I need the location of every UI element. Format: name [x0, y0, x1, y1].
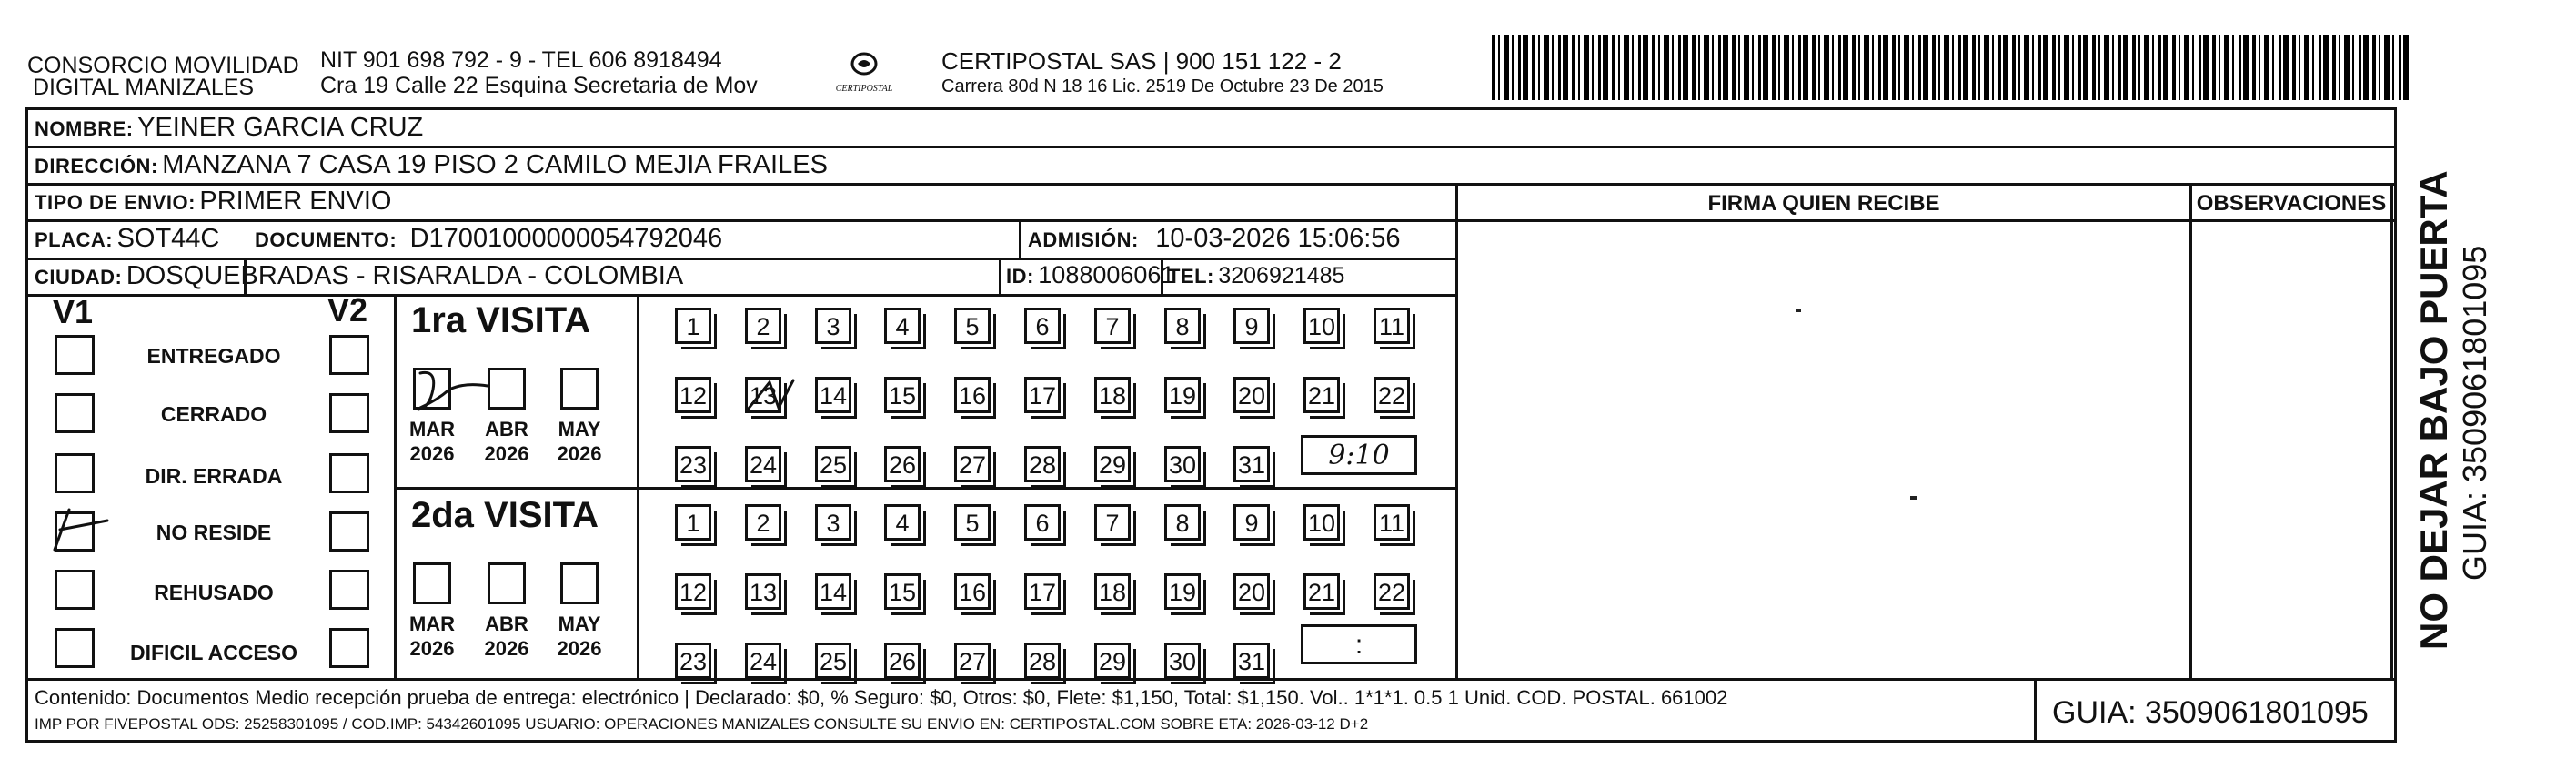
status-label-entregado: ENTREGADO [146, 344, 281, 368]
footer-contents: Contenido: Documentos Medio recepción prueba de entrega: electrónico | Declarado: $0, % Seguro: $0, Otros: $0, Flete: $1,150, Total: $1,150. Vol.. 1*1*1. 0.5 1 Unid. COD. POSTAL. 661002 [35, 686, 1728, 709]
visit1-day-31[interactable]: 31 [1233, 446, 1270, 482]
visit2-day-5[interactable]: 5 [954, 504, 991, 541]
visit2-day-12[interactable]: 12 [675, 573, 711, 610]
id-label: ID: [1006, 265, 1034, 288]
documento-row [255, 224, 722, 254]
visit2-day-14[interactable]: 14 [815, 573, 851, 610]
visit1-day-23[interactable]: 23 [675, 446, 711, 482]
visit2-day-17[interactable]: 17 [1024, 573, 1061, 610]
tipo-value: PRIMER ENVIO [199, 187, 392, 216]
visit2-day-30[interactable]: 30 [1164, 643, 1201, 679]
visit1-day-7[interactable]: 7 [1094, 308, 1131, 344]
row-divider [25, 146, 2397, 148]
visit2-day-18[interactable]: 18 [1094, 573, 1131, 610]
visit2-month-label-mar: MAR 2026 [408, 612, 456, 660]
visit1-day-2[interactable]: 2 [745, 308, 781, 344]
logo-text: CERTIPOSTAL [835, 84, 893, 94]
visit2-day-24[interactable]: 24 [745, 643, 781, 679]
visit2-day-11[interactable]: 11 [1374, 504, 1410, 541]
visit2-day-16[interactable]: 16 [954, 573, 991, 610]
visit2-day-21[interactable]: 21 [1303, 573, 1340, 610]
footer-print-info: IMP POR FIVEPOSTAL ODS: 25258301095 / COD.IMP: 54342601095 USUARIO: OPERACIONES MANIZALES CONSULTE SU ENVIO EN: CERTIPOSTAL.COM SOBRE ETA: 2026-03-12 D+2 [35, 715, 1369, 733]
visit2-day-25[interactable]: 25 [815, 643, 851, 679]
visit2-day-31[interactable]: 31 [1233, 643, 1270, 679]
visit1-day-26[interactable]: 26 [884, 446, 921, 482]
visit2-day-28[interactable]: 28 [1024, 643, 1061, 679]
handwritten-day-mark [742, 373, 797, 419]
visit2-month-box-abr[interactable] [488, 562, 526, 604]
visit2-day-26[interactable]: 26 [884, 643, 921, 679]
v2-checkbox-dir-errada[interactable] [329, 453, 369, 493]
footer-divider [25, 678, 2397, 681]
placa-label: PLACA: [35, 228, 114, 251]
visit1-day-20[interactable]: 20 [1233, 377, 1270, 413]
side-guia: GUIA: 3509061801095 [2456, 245, 2493, 581]
visit1-month-box-may[interactable] [560, 368, 599, 410]
tel-value: 3206921485 [1218, 263, 1345, 288]
visit1-day-19[interactable]: 19 [1164, 377, 1201, 413]
ciudad-row [35, 261, 683, 291]
col-divider [2189, 183, 2192, 679]
company-name-line1: CONSORCIO MOVILIDAD [27, 53, 299, 78]
visit1-day-11[interactable]: 11 [1374, 308, 1410, 344]
barcode [1492, 35, 2410, 100]
observaciones-header: OBSERVACIONES [2196, 191, 2387, 216]
tipo-row [35, 187, 391, 217]
direccion-row [35, 150, 828, 180]
visit1-day-22[interactable]: 22 [1374, 377, 1410, 413]
visit2-day-13[interactable]: 13 [745, 573, 781, 610]
visit1-time[interactable]: 9:10 [1301, 435, 1417, 475]
stray-mark [1910, 496, 1917, 500]
company-name-line2: DIGITAL MANIZALES [33, 75, 255, 100]
visit1-day-1[interactable]: 1 [675, 308, 711, 344]
admision-value: 10-03-2026 15:06:56 [1155, 224, 1401, 253]
col-divider [2390, 183, 2393, 679]
visit2-day-2[interactable]: 2 [745, 504, 781, 541]
visit1-day-3[interactable]: 3 [815, 308, 851, 344]
visit1-month-label-mar: MAR 2026 [408, 418, 456, 465]
v2-checkbox-cerrado[interactable] [329, 393, 369, 433]
v1-checkbox-rehusado[interactable] [55, 570, 95, 610]
visit2-day-9[interactable]: 9 [1233, 504, 1270, 541]
placa-value: SOT44C [116, 224, 220, 253]
visit1-day-25[interactable]: 25 [815, 446, 851, 482]
visit1-day-6[interactable]: 6 [1024, 308, 1061, 344]
visit2-title: 2da VISITA [411, 495, 599, 535]
v1-checkbox-dificil-acceso[interactable] [55, 628, 95, 668]
documento-value: D17001000000054792046 [409, 224, 723, 253]
visit2-day-8[interactable]: 8 [1164, 504, 1201, 541]
visit1-day-16[interactable]: 16 [954, 377, 991, 413]
visit2-day-27[interactable]: 27 [954, 643, 991, 679]
visit2-time[interactable]: : [1301, 624, 1417, 664]
visit2-day-3[interactable]: 3 [815, 504, 851, 541]
status-label-dificil-acceso: DIFICIL ACCESO [129, 641, 297, 664]
stray-mark [1796, 309, 1801, 312]
visit1-day-21[interactable]: 21 [1303, 377, 1340, 413]
visit2-day-19[interactable]: 19 [1164, 573, 1201, 610]
tipo-label: TIPO DE ENVIO: [35, 191, 196, 214]
v2-header: V2 [327, 291, 368, 329]
visit2-day-23[interactable]: 23 [675, 643, 711, 679]
visit2-day-6[interactable]: 6 [1024, 504, 1061, 541]
visit1-month-box-abr[interactable] [488, 368, 526, 410]
documento-label: DOCUMENTO: [255, 228, 397, 251]
certipostal-logo [828, 46, 901, 100]
row-divider [1455, 219, 2397, 222]
v1-header: V1 [53, 293, 94, 330]
visit1-day-9[interactable]: 9 [1233, 308, 1270, 344]
row-divider [25, 219, 1458, 222]
visit-divider [397, 487, 1458, 490]
nombre-label: NOMBRE: [35, 117, 134, 140]
ciudad-label: CIUDAD: [35, 266, 123, 288]
col-divider [394, 294, 397, 678]
visit1-day-4[interactable]: 4 [884, 308, 921, 344]
visit2-day-1[interactable]: 1 [675, 504, 711, 541]
col-divider [999, 258, 1001, 294]
side-warning: NO DEJAR BAJO PUERTA [2412, 170, 2455, 650]
visit2-month-label-abr: ABR 2026 [484, 612, 529, 660]
col-divider [637, 294, 639, 678]
visit1-title: 1ra VISITA [411, 300, 591, 340]
footer-guia: GUIA: 3509061801095 [2052, 695, 2369, 730]
carrier-address: Carrera 80d N 18 16 Lic. 2519 De Octubre 23 De 2015 [941, 76, 1384, 96]
visit1-month-label-abr: ABR 2026 [484, 418, 529, 465]
visit1-day-5[interactable]: 5 [954, 308, 991, 344]
visit1-day-30[interactable]: 30 [1164, 446, 1201, 482]
tel-row [1168, 263, 1344, 289]
visit2-day-10[interactable]: 10 [1303, 504, 1340, 541]
v1-checkbox-dir-errada[interactable] [55, 453, 95, 493]
nombre-value: YEINER GARCIA CRUZ [137, 113, 424, 142]
nombre-row [35, 113, 423, 143]
visit1-day-8[interactable]: 8 [1164, 308, 1201, 344]
col-divider [2034, 678, 2037, 743]
carrier-name: CERTIPOSTAL SAS | 900 151 122 - 2 [941, 47, 1342, 75]
visit1-day-29[interactable]: 29 [1094, 446, 1131, 482]
status-label-dir-errada: DIR. ERRADA [145, 464, 283, 488]
visit2-day-20[interactable]: 20 [1233, 573, 1270, 610]
row-divider [25, 294, 1458, 297]
row-divider [25, 183, 2397, 186]
company-nit: NIT 901 698 792 - 9 - TEL 606 8918494 [320, 47, 722, 73]
v2-checkbox-rehusado[interactable] [329, 570, 369, 610]
visit1-day-13[interactable]: 13 [745, 377, 781, 413]
col-divider [1019, 219, 1021, 258]
ciudad-value: DOSQUEBRADAS - RISARALDA - COLOMBIA [126, 261, 684, 290]
visit2-month-box-mar[interactable] [413, 562, 451, 604]
id-value: 1088006061 [1038, 261, 1175, 288]
visit1-month-label-may: MAY 2026 [557, 418, 602, 465]
visit2-month-box-may[interactable] [560, 562, 599, 604]
company-address: Cra 19 Calle 22 Esquina Secretaria de Mov [320, 73, 758, 98]
visit2-day-15[interactable]: 15 [884, 573, 921, 610]
v2-checkbox-dificil-acceso[interactable] [329, 628, 369, 668]
visit1-day-27[interactable]: 27 [954, 446, 991, 482]
status-label-cerrado: CERRADO [160, 402, 267, 426]
v1-checkbox-entregado[interactable] [55, 335, 95, 375]
direccion-label: DIRECCIÓN: [35, 155, 158, 177]
visit1-day-17[interactable]: 17 [1024, 377, 1061, 413]
firma-header: FIRMA QUIEN RECIBE [1707, 191, 1940, 216]
visit2-day-29[interactable]: 29 [1094, 643, 1131, 679]
visit2-day-22[interactable]: 22 [1374, 573, 1410, 610]
direccion-value: MANZANA 7 CASA 19 PISO 2 CAMILO MEJIA FRAILES [162, 150, 828, 179]
status-label-no-reside: NO RESIDE [156, 521, 272, 544]
handwritten-month-mark [409, 362, 491, 417]
visit1-day-28[interactable]: 28 [1024, 446, 1061, 482]
visit2-day-7[interactable]: 7 [1094, 504, 1131, 541]
col-divider [1455, 183, 1458, 679]
visit1-day-15[interactable]: 15 [884, 377, 921, 413]
v2-checkbox-entregado[interactable] [329, 335, 369, 375]
row-divider [25, 258, 1458, 260]
visit1-day-12[interactable]: 12 [675, 377, 711, 413]
placa-row [35, 224, 219, 254]
status-label-rehusado: REHUSADO [154, 581, 274, 604]
visit2-month-label-may: MAY 2026 [557, 612, 602, 660]
visit2-day-4[interactable]: 4 [884, 504, 921, 541]
admision-row [1028, 224, 1401, 254]
visit1-day-10[interactable]: 10 [1303, 308, 1340, 344]
visit1-day-14[interactable]: 14 [815, 377, 851, 413]
visit1-day-18[interactable]: 18 [1094, 377, 1131, 413]
tel-label: TEL: [1168, 265, 1214, 288]
handwritten-checkmark [47, 502, 111, 559]
id-row [1006, 261, 1174, 289]
v1-checkbox-cerrado[interactable] [55, 393, 95, 433]
visit1-day-24[interactable]: 24 [745, 446, 781, 482]
v2-checkbox-no-reside[interactable] [329, 511, 369, 552]
admision-label: ADMISIÓN: [1028, 228, 1139, 251]
